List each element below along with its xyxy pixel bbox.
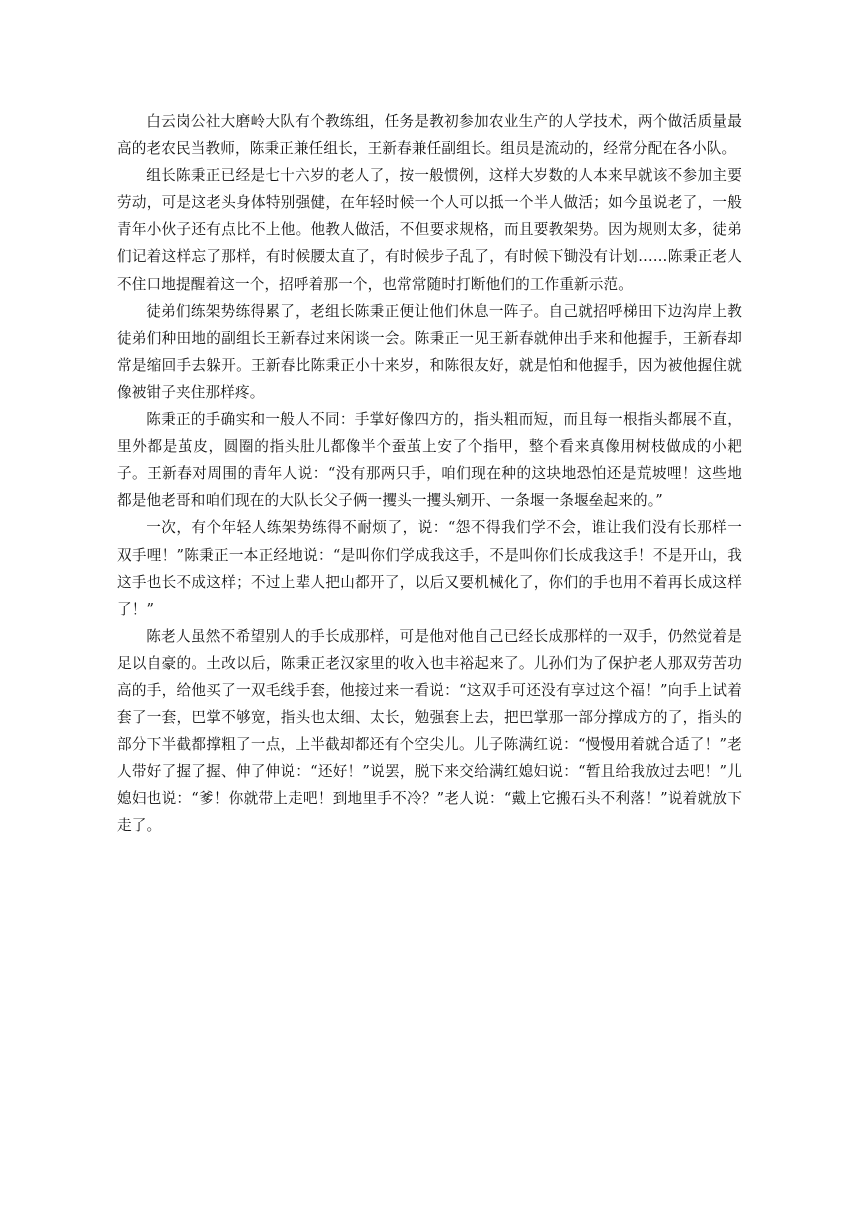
paragraph-5: 一次，有个年轻人练架势练得不耐烦了，说：“怨不得我们学不会，谁让我们没有长那样一双手哩！”陈秉正一本正经地说：“是叫你们学成我这手，不是叫你们长成我这手！不是开山，我这手也长不成这样；不过上辈人把山都开了，以后又要机械化了，你们的手也用不着再长成这样了！”	[117, 519, 742, 618]
article-body	[117, 108, 742, 840]
paragraph-1: 白云岗公社大磨岭大队有个教练组，任务是教初参加农业生产的人学技术，两个做活质量最高的老农民当教师，陈秉正兼任组长，王新春兼任副组长。组员是流动的，经常分配在各小队。	[117, 113, 742, 158]
paragraph-2: 组长陈秉正已经是七十六岁的老人了，按一般惯例，这样大岁数的人本来早就该不参加主要劳动，可是这老头身体特别强健，在年轻时候一个人可以抵一个半人做活；如今虽说老了，一般青年小伙子还有点比不上他。他教人做活，不但要求规格，而且要教架势。因为规则太多，徒弟们记着这样忘了那样，有时候腰太直了，有时候步子乱了，有时候下锄没有计划……陈秉正老人不住口地提醒着这一个，招呼着那一个，也常常随时打断他们的工作重新示范。	[117, 167, 742, 293]
paragraph-4: 陈秉正的手确实和一般人不同：手掌好像四方的，指头粗而短，而且每一根指头都展不直，里外都是茧皮，圆圈的指头肚儿都像半个蚕茧上安了个指甲，整个看来真像用树枝做成的小耙子。王新春对周围的青年人说：“没有那两只手，咱们现在种的这块地恐怕还是荒坡哩！这些地都是他老哥和咱们现在的大队长父子俩一攫头一攫头剜开、一条堰一条堰垒起来的。”	[117, 411, 742, 510]
paragraph-6: 陈老人虽然不希望别人的手长成那样，可是他对他自己已经长成那样的一双手，仍然觉着是足以自豪的。土改以后，陈秉正老汉家里的收入也丰裕起来了。儿孙们为了保护老人那双劳苦功高的手，给他买了一双毛线手套，他接过来一看说：“这双手可还没有享过这个福！”向手上试着套了一套，巴掌不够宽，指头也太细、太长，勉强套上去，把巴掌那一部分撑成方的了，指头的部分下半截都撑粗了一点，上半截却都还有个空尖儿。儿子陈满红说：“慢慢用着就合适了！”老人带好了握了握、伸了伸说：“还好！”说罢，脱下来交给满红媳妇说：“暂且给我放过去吧！”儿媳妇也说：“爹！你就带上走吧！到地里手不冷？”老人说：“戴上它搬石头不利落！”说着就放下走了。	[117, 627, 742, 835]
paragraph-3: 徒弟们练架势练得累了，老组长陈秉正便让他们休息一阵子。自己就招呼梯田下边沟岸上教徒弟们种田地的副组长王新春过来闲谈一会。陈秉正一见王新春就伸出手来和他握手，王新春却常是缩回手去躲开。王新春比陈秉正小十来岁，和陈很友好，就是怕和他握手，因为被他握住就像被钳子夹住那样疼。	[117, 302, 742, 401]
